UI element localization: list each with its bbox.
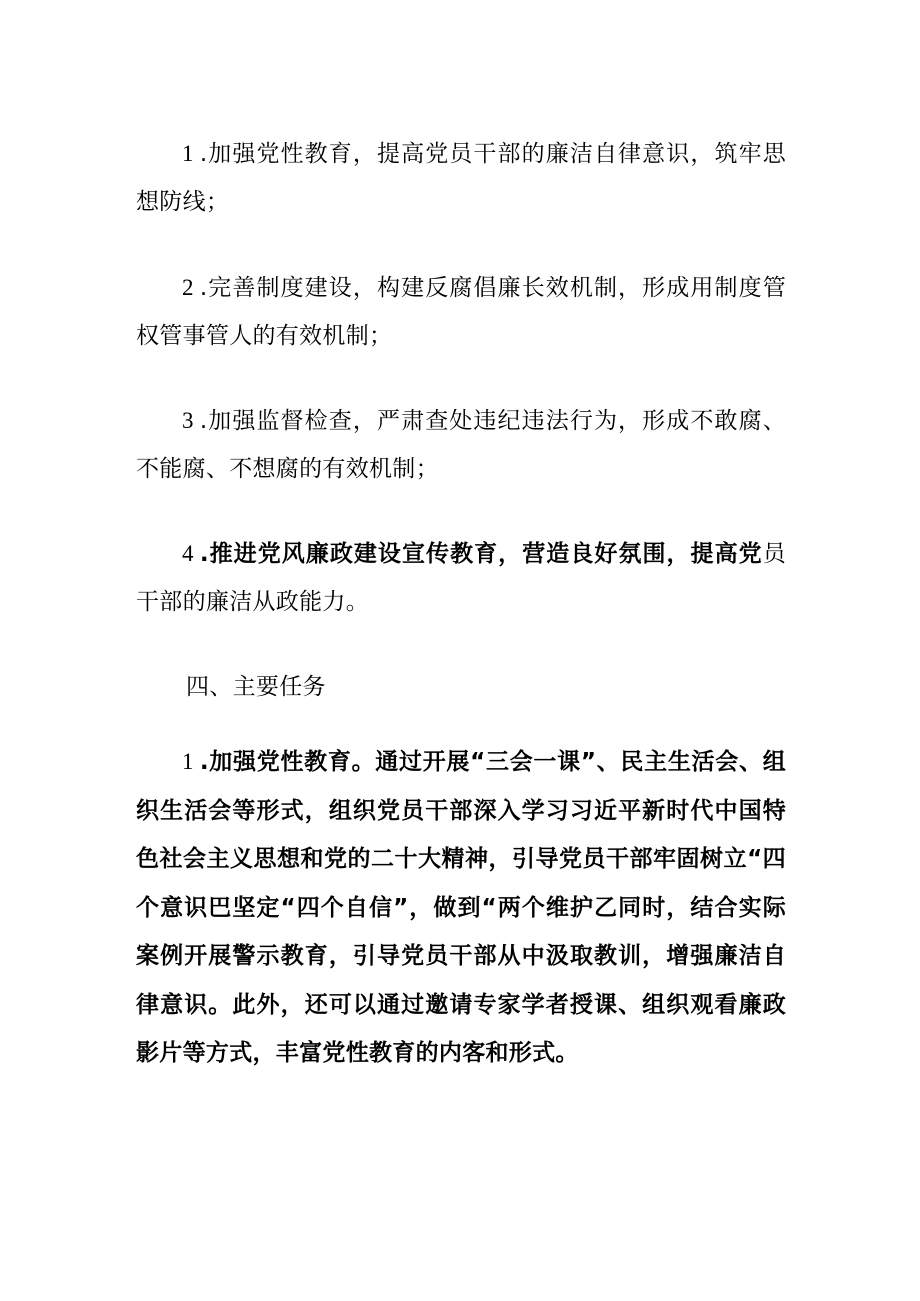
item-text-bold: .推进党风廉政建设宣传教育，营造良好氛围，提高党 [199, 541, 763, 567]
item-text: .加强监督检查，严肃查处违纪违法行为，形成不敢腐、不能腐、不想腐的有效机制； [136, 408, 786, 482]
item-number: 1 [182, 749, 194, 774]
objective-item-3 [136, 397, 786, 493]
item-number: 3 [182, 408, 194, 433]
item-text: .加强党性教育，提高党员干部的廉洁自律意识，筑牢思想防线； [136, 141, 786, 215]
task-item-1 [136, 738, 786, 1078]
item-number: 1 [182, 141, 194, 166]
item-number: 4 [182, 541, 194, 566]
item-number: 2 [182, 275, 194, 300]
item-text: .完善制度建设，构建反腐倡廉长效机制，形成用制度管权管事管人的有效机制； [136, 275, 786, 349]
objective-item-1 [136, 130, 786, 226]
section-heading: 四、主要任务 [186, 674, 326, 700]
item-text-normal: 员干部的廉洁从政能力。 [136, 541, 786, 615]
item-text: .加强党性教育。通过开展“三会一课”、民主生活会、组织生活会等形式，组织党员干部深入学习习近平新时代中国特色社会主义思想和党的二十大精神，引导党员干部牢固树立“四个意识巴坚定“四个自信”，做到“两个维护乙同时，结合实际案例开展警示教育，引导党员干部从中汲取教训，增强廉洁自律意识。此外，还可以通过邀请专家学者授课、组织观看廉政影片等方式，丰富党性教育的内客和形式。 [136, 749, 786, 1066]
objective-item-2 [136, 264, 786, 360]
objective-item-4 [136, 530, 786, 626]
